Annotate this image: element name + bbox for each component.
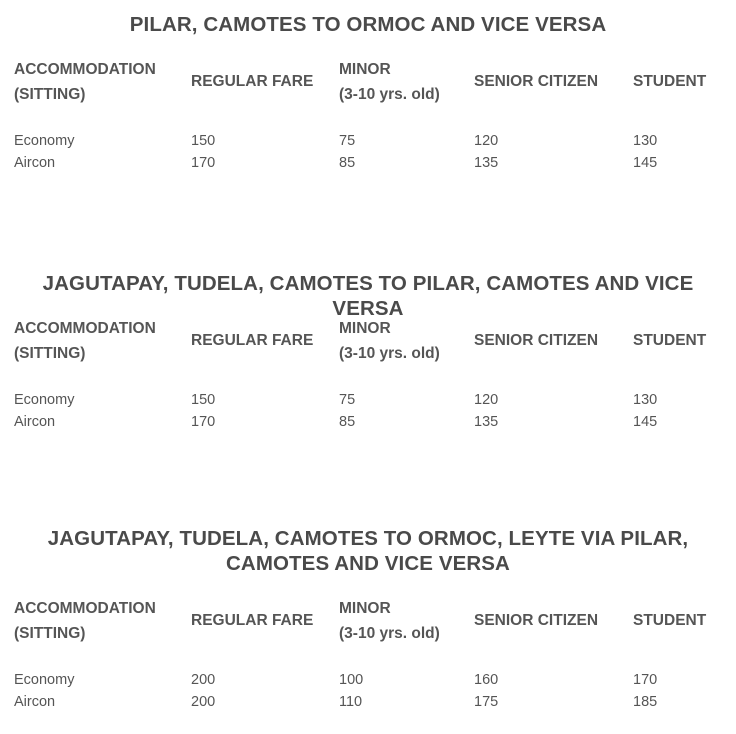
cell-regular-fare: 150: [191, 133, 216, 149]
cell-minor: 75: [339, 133, 356, 149]
route-title: [10, 271, 726, 321]
header-minor-line2: (3-10 yrs. old): [339, 345, 440, 362]
cell-student: 130: [633, 392, 658, 408]
header-minor: [339, 596, 440, 646]
header-accommodation-line1: ACCOMMODATION: [14, 320, 156, 337]
header-student: STUDENT: [633, 612, 707, 629]
cell-senior-citizen: 120: [474, 392, 499, 408]
header-minor-line1: MINOR: [339, 61, 391, 78]
header-minor-line1: MINOR: [339, 320, 391, 337]
route-title-line: JAGUTAPAY, TUDELA, CAMOTES TO PILAR, CAMOTES AND VICE VERSA: [42, 272, 694, 320]
header-accommodation: [14, 316, 156, 366]
cell-regular-fare: 200: [191, 694, 216, 710]
cell-regular-fare: 200: [191, 672, 216, 688]
cell-minor: 85: [339, 414, 356, 430]
cell-regular-fare: 170: [191, 414, 216, 430]
header-regular-fare: REGULAR FARE: [191, 612, 314, 629]
cell-minor: 75: [339, 392, 356, 408]
route-title: [10, 526, 726, 576]
header-accommodation-line2: (SITTING): [14, 625, 86, 642]
route-title-line: JAGUTAPAY, TUDELA, CAMOTES TO ORMOC, LEYTE VIA PILAR,: [47, 527, 689, 550]
header-student: STUDENT: [633, 73, 707, 90]
cell-student: 130: [633, 133, 658, 149]
cell-minor: 85: [339, 155, 356, 171]
cell-student: 185: [633, 694, 658, 710]
header-senior-citizen: SENIOR CITIZEN: [474, 612, 599, 629]
header-regular-fare: REGULAR FARE: [191, 332, 314, 349]
header-minor: [339, 316, 440, 366]
cell-minor: 100: [339, 672, 364, 688]
header-regular-fare: REGULAR FARE: [191, 73, 314, 90]
cell-accommodation: Aircon: [14, 694, 56, 710]
cell-accommodation: Economy: [14, 133, 75, 149]
header-accommodation-line2: (SITTING): [14, 86, 86, 103]
header-minor-line1: MINOR: [339, 600, 391, 617]
cell-senior-citizen: 135: [474, 155, 499, 171]
cell-senior-citizen: 120: [474, 133, 499, 149]
route-title-line: PILAR, CAMOTES TO ORMOC AND VICE VERSA: [129, 13, 607, 36]
cell-minor: 110: [339, 694, 363, 710]
cell-accommodation: Aircon: [14, 155, 56, 171]
cell-accommodation: Economy: [14, 672, 75, 688]
header-accommodation: [14, 596, 156, 646]
cell-accommodation: Aircon: [14, 414, 56, 430]
cell-student: 145: [633, 414, 658, 430]
route-title: [10, 12, 726, 37]
header-accommodation: [14, 57, 156, 107]
header-accommodation-line2: (SITTING): [14, 345, 86, 362]
cell-senior-citizen: 160: [474, 672, 499, 688]
header-student: STUDENT: [633, 332, 707, 349]
cell-regular-fare: 170: [191, 155, 216, 171]
header-accommodation-line1: ACCOMMODATION: [14, 61, 156, 78]
header-minor-line2: (3-10 yrs. old): [339, 625, 440, 642]
cell-student: 170: [633, 672, 658, 688]
cell-student: 145: [633, 155, 658, 171]
header-accommodation-line1: ACCOMMODATION: [14, 600, 156, 617]
header-minor-line2: (3-10 yrs. old): [339, 86, 440, 103]
cell-regular-fare: 150: [191, 392, 216, 408]
header-minor: [339, 57, 440, 107]
cell-senior-citizen: 135: [474, 414, 499, 430]
header-senior-citizen: SENIOR CITIZEN: [474, 73, 599, 90]
cell-accommodation: Economy: [14, 392, 75, 408]
header-senior-citizen: SENIOR CITIZEN: [474, 332, 599, 349]
cell-senior-citizen: 175: [474, 694, 499, 710]
route-title-line: CAMOTES AND VICE VERSA: [226, 552, 510, 575]
